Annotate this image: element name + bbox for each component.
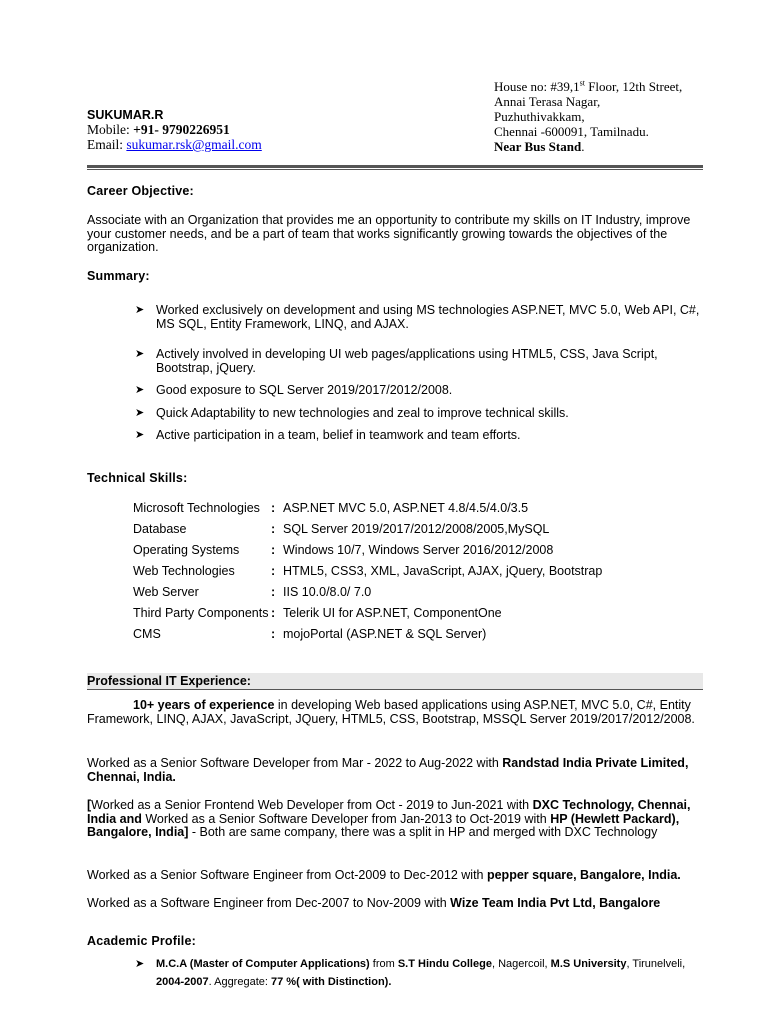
experience-entry-dxc-hp bbox=[87, 799, 703, 840]
arrow-bullet-icon: ➤ bbox=[135, 429, 145, 441]
arrow-bullet-icon: ➤ bbox=[135, 348, 145, 360]
skill-separator: : bbox=[271, 521, 276, 536]
skill-key: Operating Systems bbox=[133, 542, 240, 557]
study-years: 2004-2007 bbox=[156, 976, 209, 988]
mobile-label: Mobile: bbox=[87, 122, 134, 137]
skill-key: Third Party Components bbox=[133, 605, 269, 620]
aggregate-label: . Aggregate: bbox=[208, 976, 271, 988]
employer-name: HP (Hewlett Packard), Bangalore, India] bbox=[87, 811, 680, 839]
address-line-4: Chennai -600091, Tamilnadu. bbox=[494, 124, 649, 140]
summary-item-text: Actively involved in developing UI web pages/applications using HTML5, CSS, Java Script, Bootstrap, jQuery. bbox=[156, 347, 658, 375]
header-divider bbox=[87, 165, 703, 168]
skill-separator: : bbox=[271, 500, 276, 515]
experience-entry-text: Worked as a Senior Frontend Web Developer from Oct - 2019 to Jun-2021 with bbox=[91, 798, 533, 812]
experience-entry-pepper-square bbox=[87, 869, 703, 883]
aggregate-value: 77 %( with Distinction). bbox=[271, 976, 392, 988]
arrow-bullet-icon: ➤ bbox=[135, 304, 145, 316]
summary-item bbox=[135, 429, 705, 443]
skill-row bbox=[133, 539, 602, 560]
skill-value: Windows 10/7, Windows Server 2016/2012/2008 bbox=[283, 542, 554, 557]
career-objective-text: Associate with an Organization that provides me an opportunity to contribute my skills on IT Industry, improve your customer needs, and be a part of team that works significantly growing towards the objectives of the organization. bbox=[87, 213, 691, 254]
skill-row bbox=[133, 497, 602, 518]
summary-item-text: Quick Adaptability to new technologies and zeal to improve technical skills. bbox=[156, 405, 569, 420]
university-city: , Tirunelveli, bbox=[626, 958, 686, 970]
skill-separator: : bbox=[271, 542, 276, 557]
skill-row bbox=[133, 560, 602, 581]
summary-list bbox=[135, 304, 705, 443]
skill-row bbox=[133, 581, 602, 602]
address-line-2: Annai Terasa Nagar, bbox=[494, 94, 601, 110]
bracket-open: [ bbox=[87, 798, 92, 812]
degree: M.C.A (Master of Computer Applications) bbox=[156, 958, 370, 970]
experience-entry-wize-team bbox=[87, 897, 703, 911]
skill-key: Database bbox=[133, 521, 187, 536]
skill-value: mojoPortal (ASP.NET & SQL Server) bbox=[283, 626, 487, 641]
skill-value: HTML5, CSS3, XML, JavaScript, AJAX, jQuery, Bootstrap bbox=[283, 563, 603, 578]
university: M.S University bbox=[550, 958, 627, 970]
skill-row bbox=[133, 623, 602, 644]
skill-value: IIS 10.0/8.0/ 7.0 bbox=[283, 584, 372, 599]
skill-key: Microsoft Technologies bbox=[133, 500, 260, 515]
address-landmark-end: . bbox=[581, 139, 585, 155]
summary-item-text: Good exposure to SQL Server 2019/2017/2012/2008. bbox=[156, 383, 453, 397]
employer-name: Randstad India Private Limited, Chennai, India. bbox=[87, 756, 689, 784]
email-link[interactable]: sukumar.rsk@gmail.com bbox=[126, 137, 262, 152]
arrow-bullet-icon: ➤ bbox=[135, 958, 145, 970]
experience-entry-text: Worked as a Senior Software Engineer from Oct-2009 to Dec-2012 with bbox=[87, 868, 487, 882]
arrow-bullet-icon: ➤ bbox=[135, 406, 145, 419]
summary-heading: Summary: bbox=[87, 269, 150, 283]
skill-row bbox=[133, 602, 602, 623]
skill-row bbox=[133, 518, 602, 539]
experience-entry-text: Worked as a Senior Software Developer from Jan-2013 to Oct-2019 with bbox=[141, 811, 551, 826]
skill-separator: : bbox=[271, 563, 276, 578]
technical-skills-heading: Technical Skills: bbox=[87, 471, 188, 485]
summary-item bbox=[135, 407, 705, 421]
academic-list bbox=[135, 955, 705, 991]
experience-entry-randstad bbox=[87, 757, 703, 784]
contact-block bbox=[87, 122, 262, 152]
address-landmark: Near Bus Stand bbox=[494, 139, 582, 155]
employer-name: pepper square, Bangalore, India. bbox=[486, 868, 681, 882]
summary-item bbox=[135, 348, 705, 375]
experience-entry-note: - Both are same company, there was a split in HP and merged with DXC Technology bbox=[188, 825, 658, 839]
college-place: , Nagercoil, bbox=[491, 958, 551, 970]
academic-profile-heading: Academic Profile: bbox=[87, 934, 196, 948]
employer-name: DXC Technology, Chennai, India and bbox=[87, 798, 691, 826]
summary-item-text: Active participation in a team, belief in teamwork and team efforts. bbox=[156, 428, 521, 442]
experience-years: 10+ years of experience bbox=[133, 698, 275, 712]
email-label: Email: bbox=[87, 137, 127, 152]
header-divider-thin bbox=[87, 169, 703, 170]
address-line-1: House no: #39,1st Floor, 12th Street, bbox=[494, 79, 683, 95]
skill-value: SQL Server 2019/2017/2012/2008/2005,MySQL bbox=[283, 521, 550, 536]
summary-item-text: Worked exclusively on development and using MS technologies ASP.NET, MVC 5.0, Web API, C#, MS SQL, Entity Framework, LINQ, and AJAX. bbox=[156, 303, 700, 331]
experience-intro-text: in developing Web based applications using ASP.NET, MVC 5.0, C#, Entity Framework, LINQ, AJAX, JavaScript, JQuery, HTML5, CSS, Bootstrap, MSSQL Server 2019/2017/2012/2008. bbox=[87, 698, 695, 726]
skills-table bbox=[133, 497, 602, 644]
experience-heading: Professional IT Experience: bbox=[87, 673, 703, 690]
experience-entry-text: Worked as a Software Engineer from Dec-2007 to Nov-2009 with bbox=[87, 896, 451, 910]
address-line-3: Puzhuthivakkam, bbox=[494, 109, 585, 125]
summary-item bbox=[135, 304, 705, 331]
address-block bbox=[494, 76, 682, 154]
academic-item bbox=[135, 955, 705, 991]
experience-intro bbox=[87, 699, 703, 726]
employer-name: Wize Team India Pvt Ltd, Bangalore bbox=[450, 896, 661, 910]
college: S.T Hindu College bbox=[397, 958, 492, 970]
skill-separator: : bbox=[271, 626, 276, 641]
mobile-number: +91- 9790226951 bbox=[133, 122, 230, 137]
skill-key: CMS bbox=[133, 626, 161, 641]
academic-from: from bbox=[369, 958, 398, 970]
skill-separator: : bbox=[271, 584, 276, 599]
experience-entry-text: Worked as a Senior Software Developer from Mar - 2022 to Aug-2022 with bbox=[87, 756, 503, 770]
summary-item bbox=[135, 384, 705, 398]
career-objective-heading: Career Objective: bbox=[87, 184, 194, 198]
arrow-bullet-icon: ➤ bbox=[135, 384, 145, 396]
skill-value: Telerik UI for ASP.NET, ComponentOne bbox=[283, 605, 502, 620]
candidate-name: SUKUMAR.R bbox=[87, 108, 164, 122]
skill-value: ASP.NET MVC 5.0, ASP.NET 4.8/4.5/4.0/3.5 bbox=[283, 500, 529, 515]
skill-key: Web Server bbox=[133, 584, 199, 599]
skill-key: Web Technologies bbox=[133, 563, 235, 578]
skill-separator: : bbox=[271, 605, 276, 620]
